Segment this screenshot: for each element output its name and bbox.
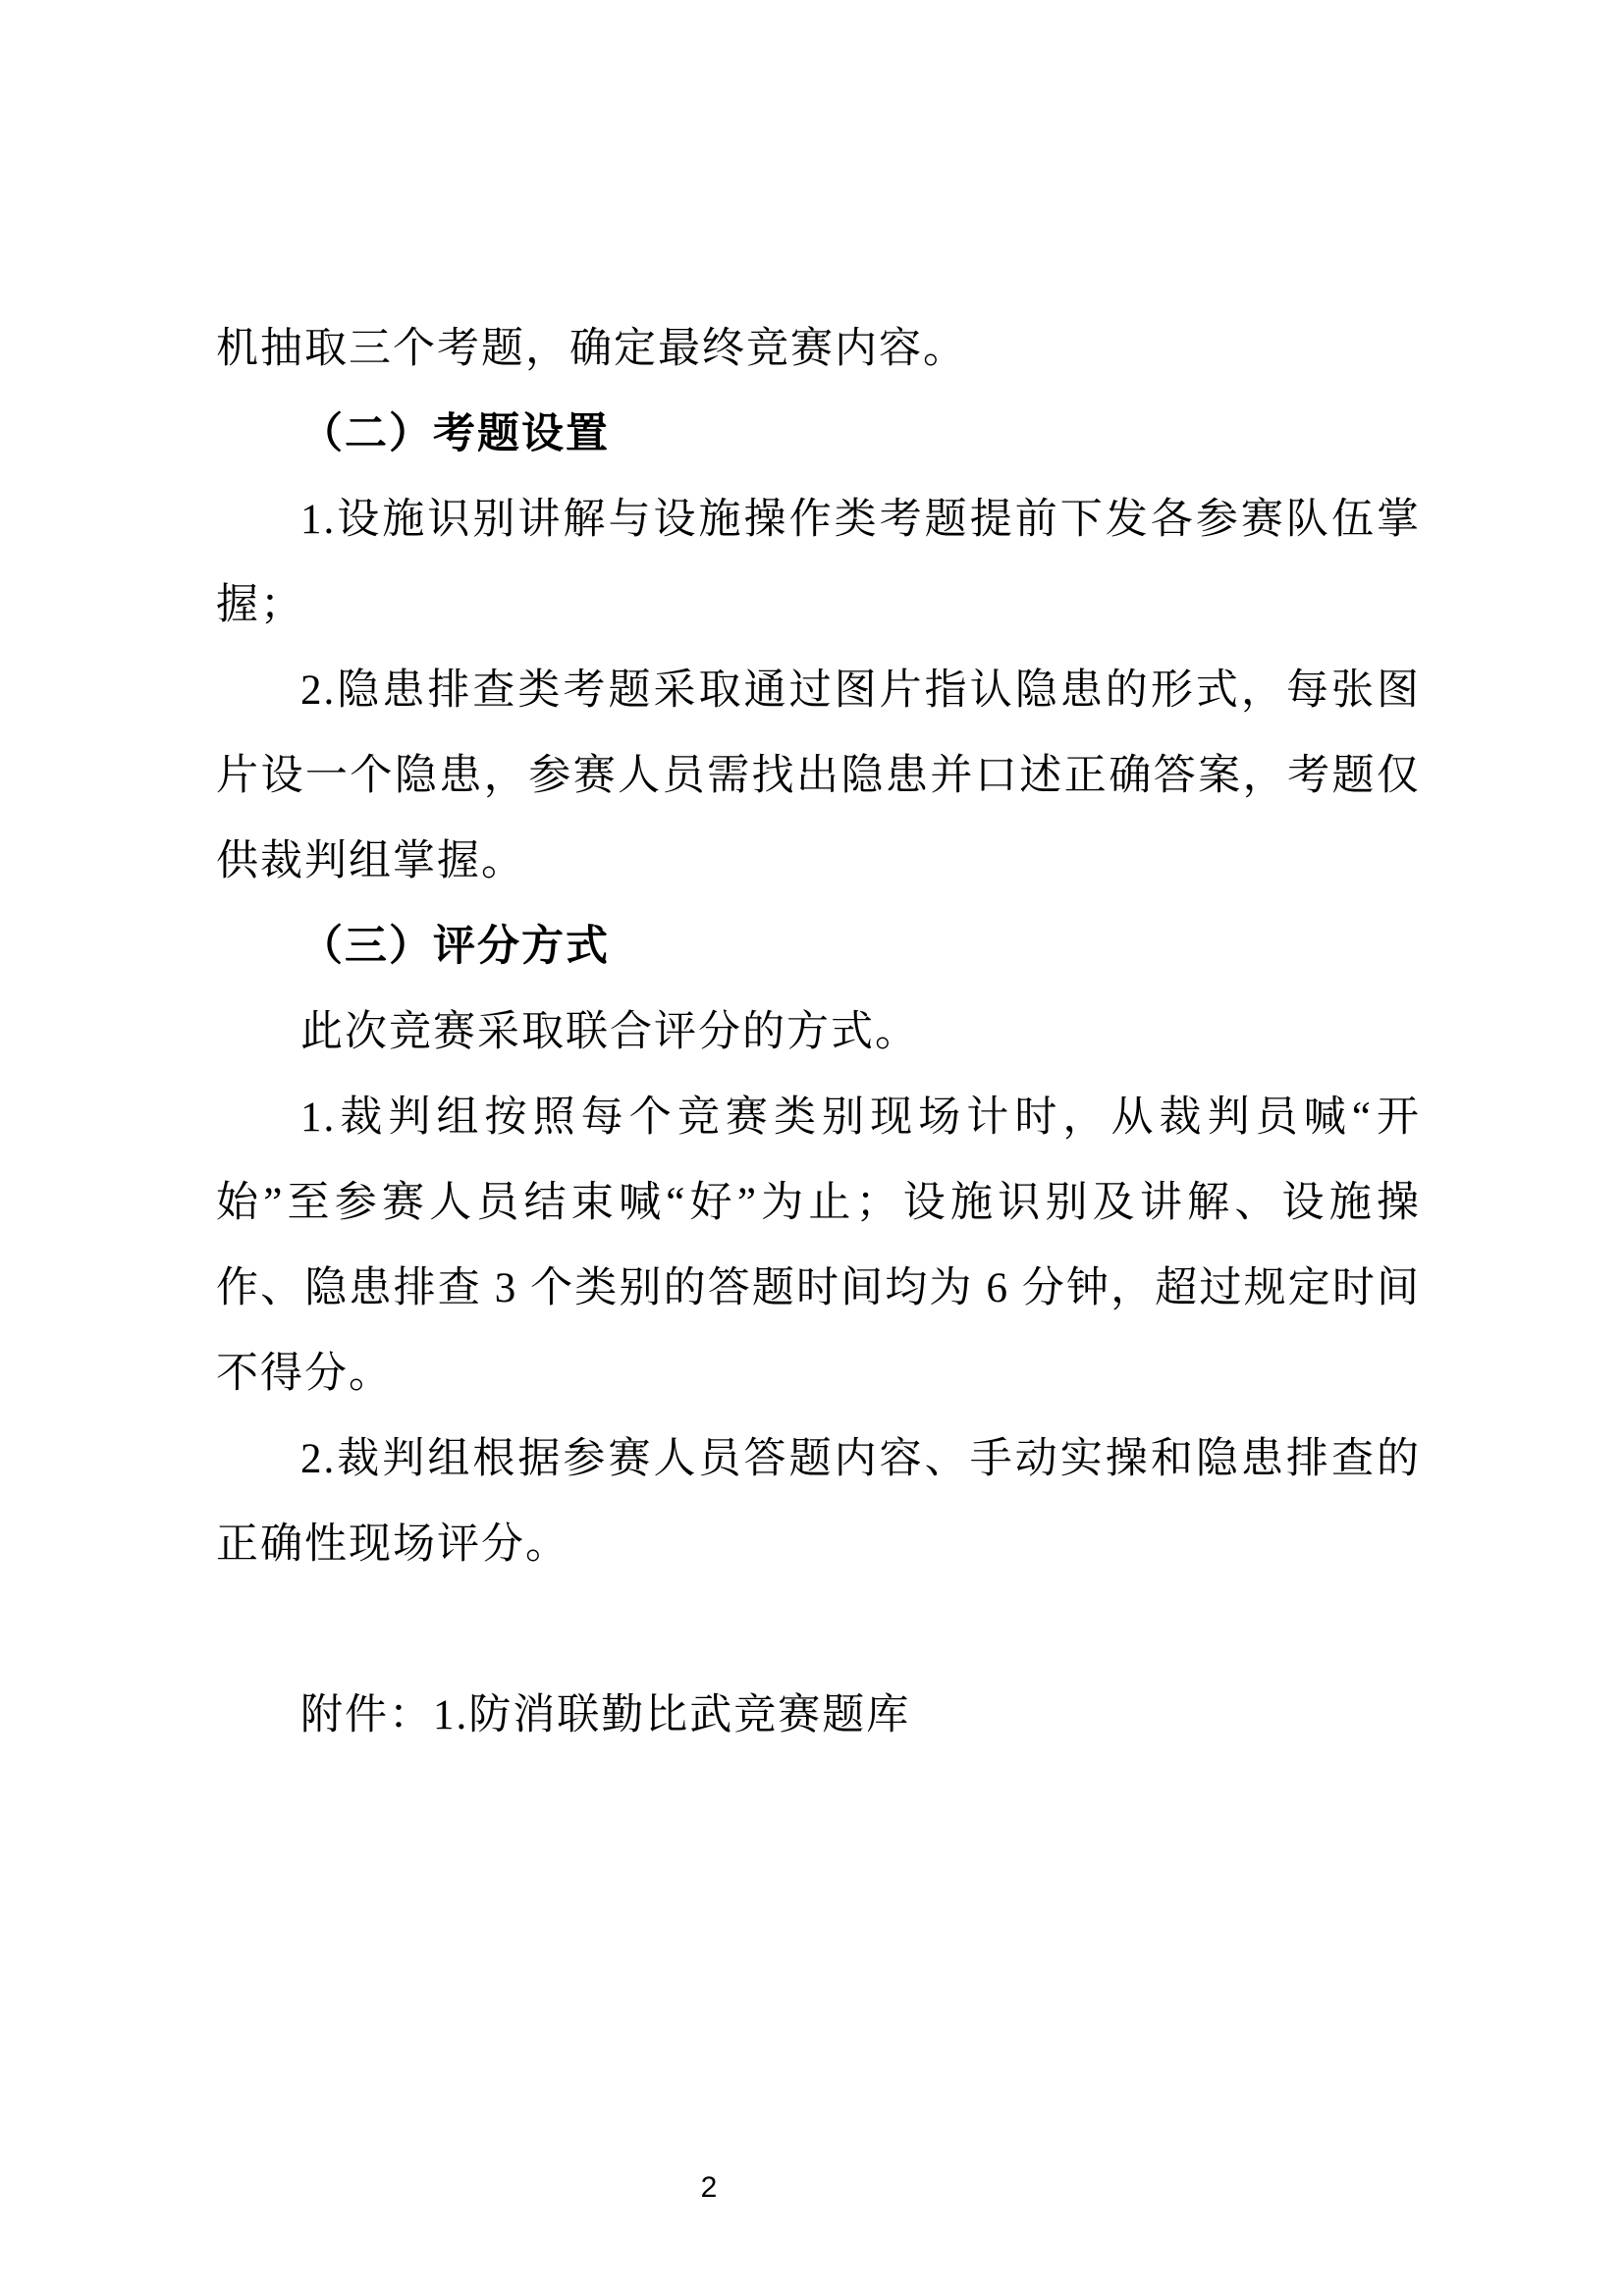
page-number: 2 xyxy=(700,2171,718,2204)
paragraph-scoring-intro: 此次竞赛采取联合评分的方式。 xyxy=(300,1009,919,1055)
section-heading-scoring-method: （三）评分方式 xyxy=(300,924,610,970)
paragraph-continuation: 机抽取三个考题，确定最终竞赛内容。 xyxy=(216,326,967,372)
section-heading-exam-setup: （二）考题设置 xyxy=(300,411,610,457)
paragraph-scoring-item-2: 2.裁判组根据参赛人员答题内容、手动实操和隐患排查的正确性现场评分。 xyxy=(216,1436,1421,1568)
paragraph-exam-item-2: 2.隐患排查类考题采取通过图片指认隐患的形式，每张图片设一个隐患，参赛人员需找出隐患并口述正确答案，考题仅供裁判组掌握。 xyxy=(216,667,1421,884)
paragraph-scoring-item-1: 1.裁判组按照每个竞赛类别现场计时，从裁判员喊“开始”至参赛人员结束喊“好”为止；设施识别及讲解、设施操作、隐患排查 3 个类别的答题时间均为 6 分钟，超过规定时间不得分。 xyxy=(216,1095,1421,1397)
document-body xyxy=(216,306,1421,1758)
paragraph-exam-item-1: 1.设施识别讲解与设施操作类考题提前下发各参赛队伍掌握； xyxy=(216,497,1421,628)
attachment-line: 附件：1.防消联勤比武竞赛题库 xyxy=(300,1692,911,1738)
